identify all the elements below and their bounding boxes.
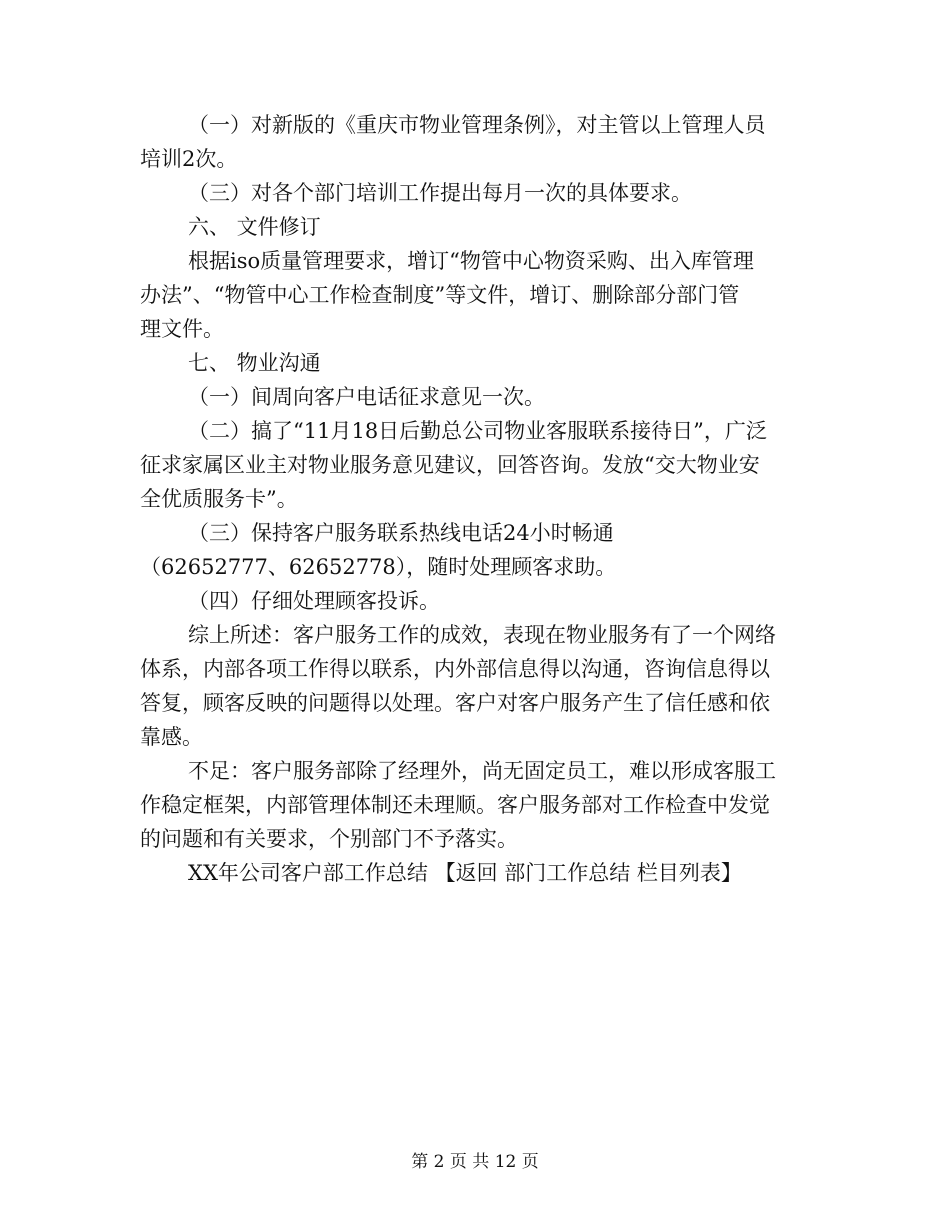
paragraph-line: （62652777、62652778），随时处理顾客求助。 (140, 555, 617, 579)
paragraph-line: 根据iso质量管理要求，增订“物管中心物资采购、出入库管理 (188, 249, 754, 273)
paragraph-line: 培训2次。 (140, 147, 238, 171)
paragraph-line: 作稳定框架，内部管理体制还未理顺。客户服务部对工作检查中发觉 (140, 793, 770, 817)
closing-line: XX年公司客户部工作总结 【返回 部门工作总结 栏目列表】 (188, 861, 742, 885)
paragraph-line: 全优质服务卡”。 (140, 487, 298, 511)
paragraph-line: （二）搞了“11月18日后勤总公司物业客服联系接待日”，广泛 (188, 419, 767, 443)
section-heading: 七、 物业沟通 (188, 351, 321, 375)
paragraph-line: 理文件。 (140, 317, 224, 341)
paragraph-line: 综上所述：客户服务工作的成效，表现在物业服务有了一个网络 (188, 623, 776, 647)
paragraph-line: 答复，顾客反映的问题得以处理。客户对客户服务产生了信任感和依 (140, 691, 770, 715)
document-body (140, 108, 808, 890)
paragraph-line: 的问题和有关要求，个别部门不予落实。 (140, 827, 518, 851)
section-heading: 六、 文件修订 (188, 215, 321, 239)
paragraph-line: （一）对新版的《重庆市物业管理条例》，对主管以上管理人员 (188, 113, 766, 137)
paragraph-line: （三）对各个部门培训工作提出每月一次的具体要求。 (188, 181, 692, 205)
paragraph-line: 靠感。 (140, 725, 203, 749)
paragraph-line: 征求家属区业主对物业服务意见建议，回答咨询。发放“交大物业安 (140, 453, 760, 477)
paragraph-line: 办法”、“物管中心工作检查制度”等文件，增订、删除部分部门管 (140, 283, 740, 307)
paragraph-line: （三）保持客户服务联系热线电话24小时畅通 (188, 521, 614, 545)
paragraph-line: （一）间周向客户电话征求意见一次。 (188, 385, 545, 409)
paragraph-line: 不足：客户服务部除了经理外，尚无固定员工，难以形成客服工 (188, 759, 776, 783)
paragraph-line: （四）仔细处理顾客投诉。 (188, 589, 440, 613)
page-number-footer: 第 2 页 共 12 页 (411, 1152, 539, 1172)
paragraph-line: 体系，内部各项工作得以联系，内外部信息得以沟通，咨询信息得以 (140, 657, 770, 681)
